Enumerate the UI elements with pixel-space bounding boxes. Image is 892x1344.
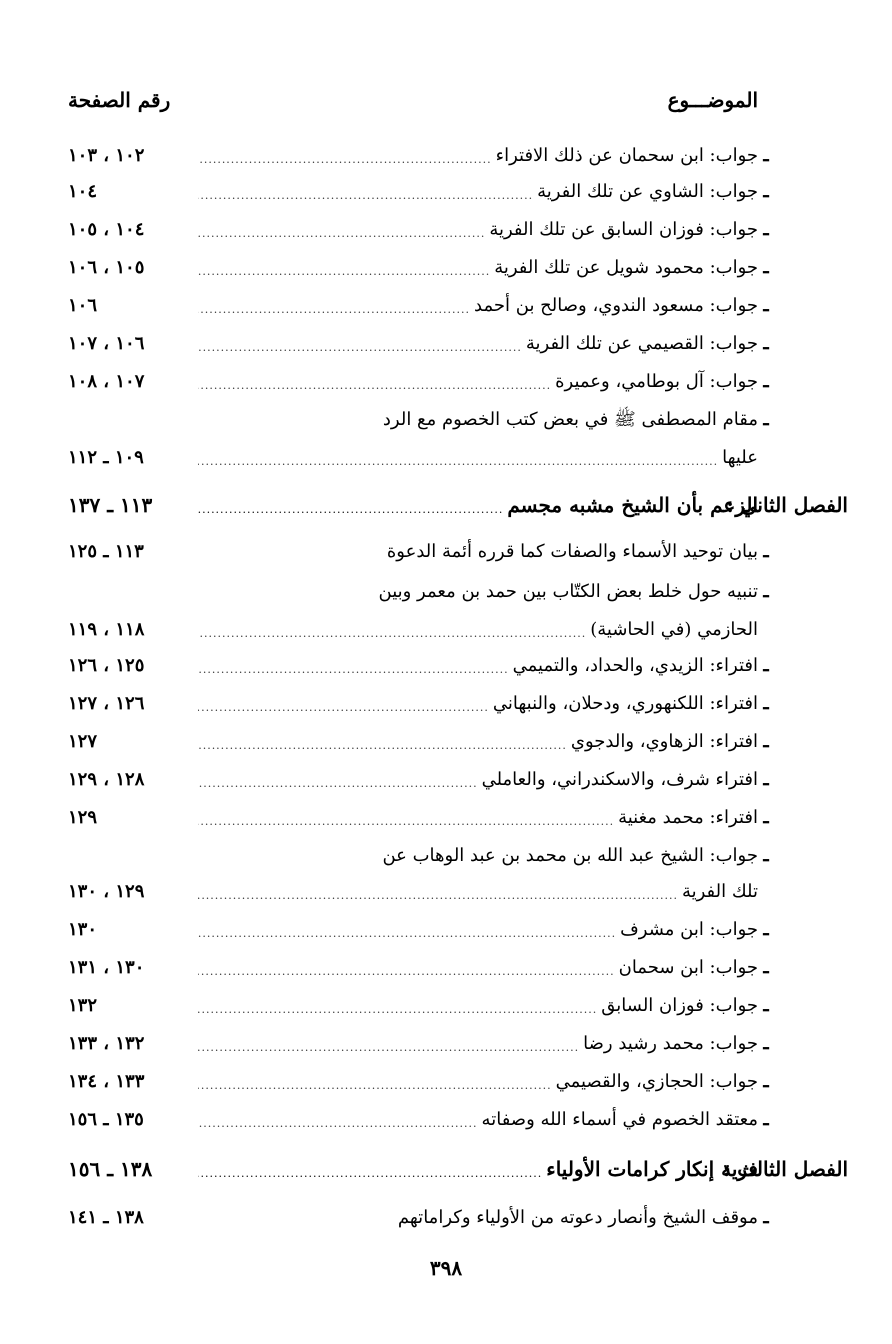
- leader-dots: [198, 444, 718, 480]
- leader-dots: [198, 368, 551, 404]
- bullet-dash: ـ: [763, 145, 769, 166]
- entry-title: مقام المصطفى ﷺ في بعض كتب الخصوم مع الرد: [382, 409, 758, 430]
- bullet-dash: ـ: [763, 333, 769, 354]
- toc-entry: [68, 250, 769, 286]
- entry-pages: ١٣٠ ، ١٣١: [68, 957, 145, 978]
- entry-pages: ١٢٦ ، ١٢٧: [68, 693, 145, 714]
- leader-dots: [198, 690, 489, 726]
- toc-entry: [68, 800, 769, 836]
- entry-pages: ١٠٦: [68, 295, 98, 316]
- entry-title: جواب: محمود شويل عن تلك الفرية: [494, 257, 758, 278]
- bullet-dash: ـ: [763, 1033, 769, 1054]
- entry-title: جواب: فوزان السابق: [601, 995, 758, 1016]
- chapter-title: فرية إنكار كرامات الأولياء: [546, 1157, 758, 1181]
- leader-dots: [198, 804, 614, 840]
- toc-entry: [68, 138, 769, 174]
- bullet-dash: ـ: [763, 371, 769, 392]
- chapter-heading: [68, 1150, 848, 1188]
- chapter-pages: ١١٣ ـ ١٣٧: [68, 493, 153, 517]
- entry-title: جواب: فوزان السابق عن تلك الفرية: [489, 219, 758, 240]
- entry-pages: ١٢٩: [68, 807, 98, 828]
- entry-title: تلك الفرية: [681, 881, 758, 902]
- bullet-dash: ـ: [763, 1207, 769, 1228]
- entry-title: موقف الشيخ وأنصار دعوته من الأولياء وكراماتهم: [397, 1207, 758, 1228]
- toc-entry: [68, 1064, 769, 1100]
- entry-pages: ١٠٩ ـ ١١٢: [68, 447, 144, 468]
- entry-pages: ١٢٨ ، ١٢٩: [68, 769, 145, 790]
- entry-pages: ١٣٢: [68, 995, 98, 1016]
- toc-entry: [68, 364, 769, 400]
- entry-title: الحازمي (في الحاشية): [590, 619, 758, 640]
- leader-dots: [198, 992, 597, 1028]
- bullet-dash: ـ: [763, 219, 769, 240]
- bullet-dash: ـ: [763, 995, 769, 1016]
- chapter-pages: ١٣٨ ـ ١٥٦: [68, 1157, 153, 1181]
- entry-title: جواب: محمد رشيد رضا: [583, 1033, 758, 1054]
- entry-pages: ١٠٢ ، ١٠٣: [68, 145, 145, 166]
- chapter-label: الفصل الثاني :: [726, 493, 848, 517]
- toc-entry: [68, 1026, 769, 1062]
- bullet-dash: ـ: [763, 769, 769, 790]
- leader-dots: [198, 254, 490, 290]
- entry-title: جواب: الحجازي، والقصيمي: [555, 1071, 758, 1092]
- entry-title: جواب: آل بوطامي، وعميرة: [555, 371, 758, 392]
- entry-pages: ١٣٨ ـ ١٤١: [68, 1207, 144, 1228]
- toc-entry: [68, 288, 769, 324]
- chapter-title: الزعم بأن الشيخ مشبه مجسم: [507, 493, 758, 517]
- leader-dots: [198, 766, 478, 802]
- entry-pages: ١٣٢ ، ١٣٣: [68, 1033, 145, 1054]
- entry-title: جواب: ابن سحمان: [618, 957, 758, 978]
- leader-dots: [198, 652, 509, 688]
- bullet-dash: ـ: [763, 731, 769, 752]
- leader-dots: [198, 142, 492, 178]
- entry-title: افتراء: الزيدي، والحداد، والتميمي: [512, 655, 758, 676]
- toc-entry: [68, 762, 769, 798]
- entry-pages: ١٣٣ ، ١٣٤: [68, 1071, 145, 1092]
- entry-title: افتراء: اللكنهوري، ودحلان، والنبهاني: [492, 693, 758, 714]
- toc-entry: [68, 724, 769, 760]
- leader-dots: [198, 916, 616, 952]
- toc-entry: [68, 648, 769, 684]
- bullet-dash: ـ: [763, 655, 769, 676]
- leader-dots: [198, 330, 522, 366]
- toc-entry: [68, 686, 769, 722]
- entry-pages: ١٠٥ ، ١٠٦: [68, 257, 145, 278]
- entry-title: افتراء: محمد مغنية: [618, 807, 758, 828]
- entry-pages: ١٣٠: [68, 919, 98, 940]
- bullet-dash: ـ: [763, 845, 769, 866]
- toc-entry-continuation: [68, 440, 758, 476]
- entry-pages: ١٠٤: [68, 181, 98, 202]
- bullet-dash: ـ: [763, 693, 769, 714]
- entry-title: جواب: الشيخ عبد الله بن محمد بن عبد الوهاب عن: [382, 845, 758, 866]
- toc-entry-continuation: [68, 612, 758, 648]
- toc-entry-continuation: [68, 874, 758, 910]
- toc-entry: [68, 326, 769, 362]
- leader-dots: [198, 954, 615, 990]
- entry-pages: ١١٨ ، ١١٩: [68, 619, 145, 640]
- page-number: ٣٩٨: [429, 1256, 463, 1280]
- bullet-dash: ـ: [763, 409, 769, 430]
- entry-pages: ١٠٦ ، ١٠٧: [68, 333, 145, 354]
- leader-dots: [198, 1106, 478, 1142]
- entry-title: جواب: القصيمي عن تلك الفرية: [525, 333, 758, 354]
- entry-title: جواب: ابن سحمان عن ذلك الافتراء: [495, 145, 758, 166]
- leader-dots: [198, 216, 485, 252]
- toc-header: [68, 82, 758, 118]
- toc-entry: [68, 1102, 769, 1138]
- entry-title: جواب: الشاوي عن تلك الفرية: [537, 181, 758, 202]
- entry-pages: ١٢٩ ، ١٣٠: [68, 881, 145, 902]
- page-number-column-heading: رقم الصفحة: [68, 88, 171, 112]
- entry-pages: ١٣٥ ـ ١٥٦: [68, 1109, 144, 1130]
- toc-entry: [68, 402, 769, 438]
- leader-dots: [198, 1167, 542, 1180]
- entry-pages: ١٠٤ ، ١٠٥: [68, 219, 145, 240]
- bullet-dash: ـ: [763, 581, 769, 602]
- leader-dots: [198, 292, 470, 328]
- entry-pages: ١١٣ ـ ١٢٥: [68, 541, 144, 562]
- entry-pages: ١٢٧: [68, 731, 98, 752]
- toc-entry: [68, 574, 769, 610]
- bullet-dash: ـ: [763, 541, 769, 562]
- bullet-dash: ـ: [763, 957, 769, 978]
- bullet-dash: ـ: [763, 807, 769, 828]
- leader-dots: [198, 616, 586, 652]
- entry-title: عليها: [722, 447, 758, 468]
- bullet-dash: ـ: [763, 295, 769, 316]
- toc-entry: [68, 912, 769, 948]
- subject-column-heading: الموضـــوع: [667, 88, 758, 112]
- entry-pages: ١٠٧ ، ١٠٨: [68, 371, 145, 392]
- entry-pages: ١٢٥ ، ١٢٦: [68, 655, 145, 676]
- toc-entry: [68, 1200, 769, 1236]
- toc-entry: [68, 534, 769, 570]
- leader-dots: [198, 1030, 579, 1066]
- leader-dots: [198, 1068, 552, 1104]
- bullet-dash: ـ: [763, 919, 769, 940]
- leader-dots: [198, 503, 503, 516]
- entry-title: بيان توحيد الأسماء والصفات كما قرره أئمة الدعوة: [386, 541, 758, 562]
- leader-dots: [198, 878, 678, 914]
- toc-entry: [68, 950, 769, 986]
- entry-title: جواب: ابن مشرف: [620, 919, 758, 940]
- toc-entry: [68, 174, 769, 210]
- bullet-dash: ـ: [763, 257, 769, 278]
- chapter-heading: [68, 486, 848, 524]
- leader-dots: [198, 728, 567, 764]
- toc-entry: [68, 838, 769, 874]
- entry-title: افتراء شرف، والاسكندراني، والعاملي: [481, 769, 758, 790]
- bullet-dash: ـ: [763, 1071, 769, 1092]
- bullet-dash: ـ: [763, 1109, 769, 1130]
- bullet-dash: ـ: [763, 181, 769, 202]
- toc-entry: [68, 988, 769, 1024]
- chapter-label: الفصل الثالث :: [722, 1157, 848, 1181]
- entry-title: معتقد الخصوم في أسماء الله وصفاته: [481, 1109, 758, 1130]
- leader-dots: [198, 178, 533, 214]
- entry-title: افتراء: الزهاوي، والدجوي: [570, 731, 758, 752]
- toc-entry: [68, 212, 769, 248]
- entry-title: تنبيه حول خلط بعض الكتّاب بين حمد بن معمر وبين: [378, 581, 758, 602]
- entry-title: جواب: مسعود الندوي، وصالح بن أحمد: [474, 295, 758, 316]
